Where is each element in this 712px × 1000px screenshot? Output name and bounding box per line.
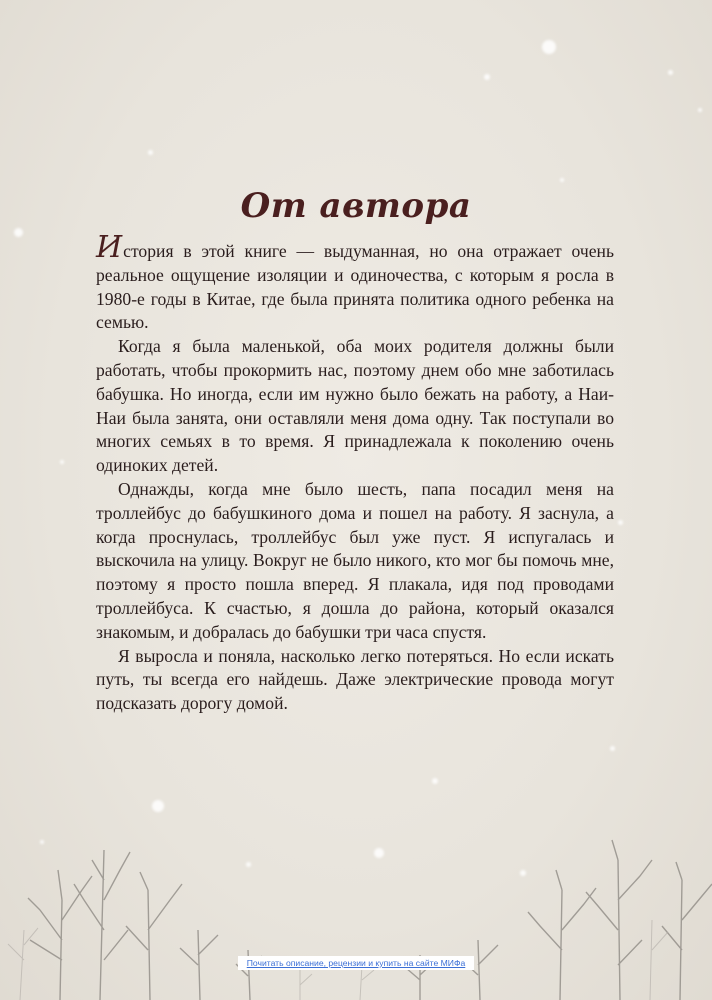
paragraph-4: Я выросла и поняла, насколько легко потеряться. Но если искать путь, ты всегда его найдешь. Даже электрические провода могут подсказать дорогу домой.: [96, 645, 614, 714]
drop-cap: И: [96, 230, 123, 265]
page-title: От автора: [240, 186, 472, 226]
mif-store-link[interactable]: Почитать описание, рецензии и купить на сайте МИФа: [238, 956, 474, 970]
author-note-text: [96, 230, 614, 716]
paragraph-3: Однажды, когда мне было шесть, папа посадил меня на троллейбус до бабушкиного дома и пошел на работу. Я заснула, а когда проснулась, троллейбус был уже пуст. Я испугалась и выскочила на улицу. Вокруг не было никого, кто мог бы помочь мне, поэтому я просто пошла вперед. Я плакала, идя под проводами троллейбуса. К счастью, я дошла до района, который оказался знакомым, и добралась до бабушки три часа спустя.: [96, 478, 614, 642]
paragraph-1-text: стория в этой книге — выдуманная, но она отражает очень реальное ощущение изоляции и одиночества, с которым я росла в 1980-е годы в Китае, где была принята политика одного ребенка на семью.: [96, 241, 614, 333]
paragraph-1: [96, 230, 614, 335]
paragraph-2: Когда я была маленькой, оба моих родителя должны были работать, чтобы прокормить нас, поэтому днем обо мне заботилась бабушка. Но иногда, если им нужно было бежать на работу, а Наи-Наи была занята, они оставляли меня дома одну. Так поступали во многих семьях в то время. Я принадлежала к поколению очень одиноких детей.: [96, 336, 614, 476]
